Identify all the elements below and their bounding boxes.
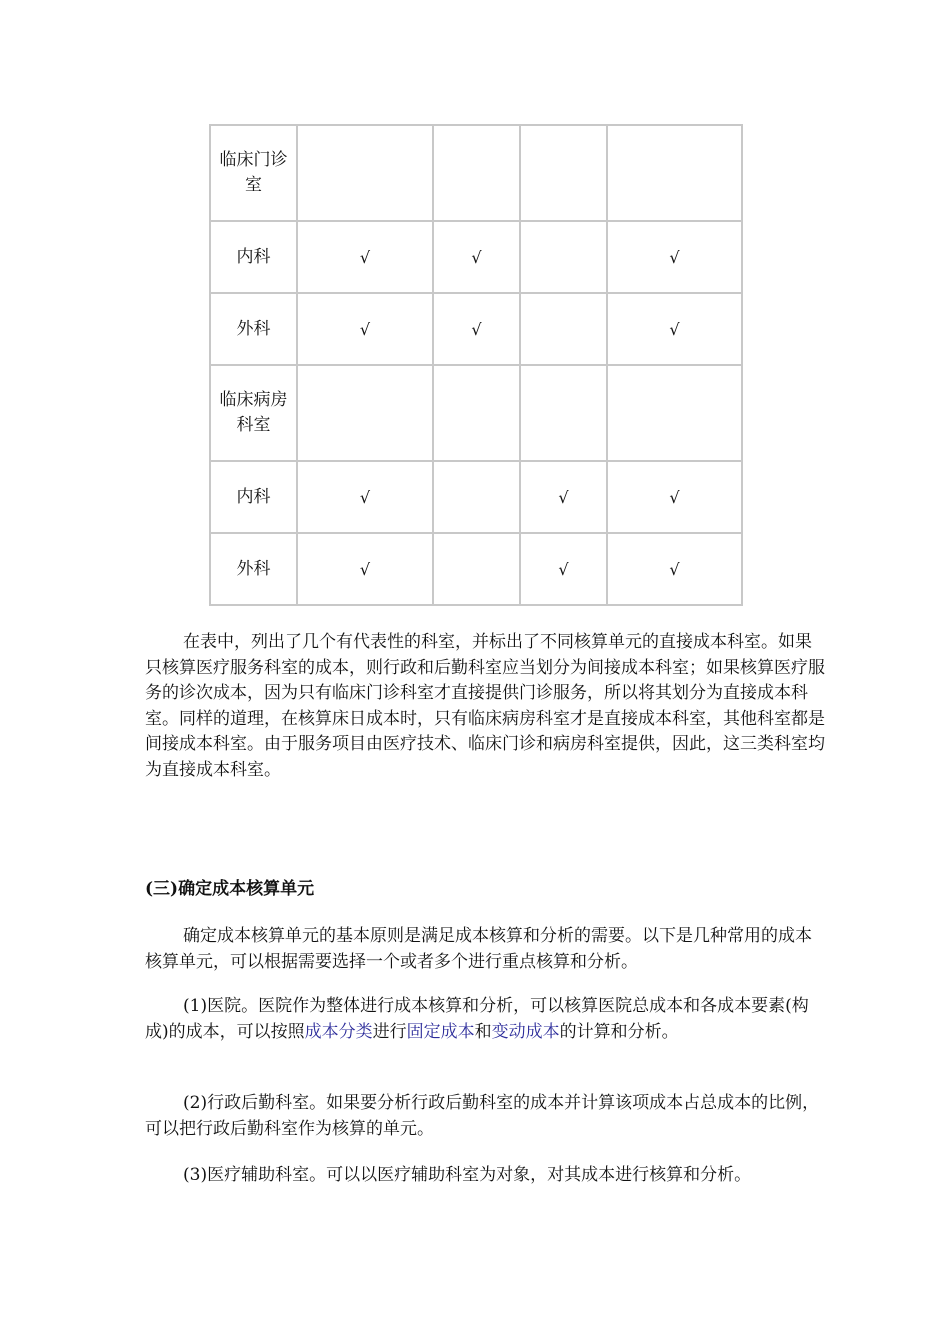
table-cell	[297, 125, 433, 221]
table-cell	[433, 125, 520, 221]
check-mark: √	[607, 293, 742, 365]
table-cell	[520, 365, 607, 461]
table-cell	[297, 365, 433, 461]
table-cell	[607, 365, 742, 461]
table-row	[210, 461, 742, 533]
item-hospital-text: 和	[474, 1021, 492, 1042]
table-explanation-paragraph: 在表中，列出了几个有代表性的科室，并标出了不同核算单元的直接成本科室。如果只核算医疗服务科室的成本，则行政和后勤科室应当划分为间接成本科室；如果核算医疗服务的诊次成本，因为只有临床门诊科室才直接提供门诊服务，所以将其划分为直接成本科室。同样的道理，在核算床日成本时，只有临床病房科室才是直接成本科室，其他科室都是间接成本科室。由于服务项目由医疗技术、临床门诊和病房科室提供，因此，这三类科室均为直接成本科室。	[145, 632, 825, 780]
table-row	[210, 533, 742, 605]
table-row	[210, 365, 742, 461]
cost-unit-table	[209, 124, 743, 606]
check-mark	[433, 533, 520, 605]
item-hospital-paragraph	[145, 994, 825, 1045]
check-mark: √	[520, 461, 607, 533]
check-mark: √	[433, 221, 520, 293]
check-mark	[520, 293, 607, 365]
fixed-cost-link[interactable]: 固定成本	[406, 1021, 475, 1042]
table-cell	[433, 365, 520, 461]
check-mark: √	[520, 533, 607, 605]
table-row	[210, 125, 742, 221]
variable-cost-link[interactable]: 变动成本	[491, 1021, 560, 1042]
table-row	[210, 293, 742, 365]
item-hospital-text: 的计算和分析。	[559, 1021, 679, 1042]
check-mark	[520, 221, 607, 293]
item-admin-paragraph: (2)行政后勤科室。如果要分析行政后勤科室的成本并计算该项成本占总成本的比例，可以把行政后勤科室作为核算的单元。	[145, 1093, 820, 1139]
cost-classification-link[interactable]: 成本分类	[304, 1021, 373, 1042]
check-mark: √	[297, 533, 433, 605]
check-mark: √	[297, 461, 433, 533]
row-label: 临床病房科室	[210, 365, 297, 461]
check-mark: √	[433, 293, 520, 365]
section-heading: (三)确定成本核算单元	[145, 879, 315, 899]
item-auxiliary-paragraph: (3)医疗辅助科室。可以以医疗辅助科室为对象，对其成本进行核算和分析。	[183, 1165, 752, 1185]
table-row	[210, 221, 742, 293]
item-hospital-text: (1)医院。医院作为整体进行成本核算和分析，可以核算医院总成本和各成本要素(构成)的成本，可以按照	[145, 996, 809, 1042]
row-label: 内科	[210, 461, 297, 533]
check-mark: √	[607, 461, 742, 533]
row-label: 临床门诊室	[210, 125, 297, 221]
table-cell	[520, 125, 607, 221]
row-label: 内科	[210, 221, 297, 293]
check-mark	[433, 461, 520, 533]
check-mark: √	[297, 293, 433, 365]
check-mark: √	[297, 221, 433, 293]
check-mark: √	[607, 221, 742, 293]
row-label: 外科	[210, 533, 297, 605]
check-mark: √	[607, 533, 742, 605]
item-hospital-text: 进行	[372, 1021, 407, 1042]
principle-paragraph: 确定成本核算单元的基本原则是满足成本核算和分析的需要。以下是几种常用的成本核算单元，可以根据需要选择一个或者多个进行重点核算和分析。	[145, 926, 812, 972]
table-cell	[607, 125, 742, 221]
row-label: 外科	[210, 293, 297, 365]
